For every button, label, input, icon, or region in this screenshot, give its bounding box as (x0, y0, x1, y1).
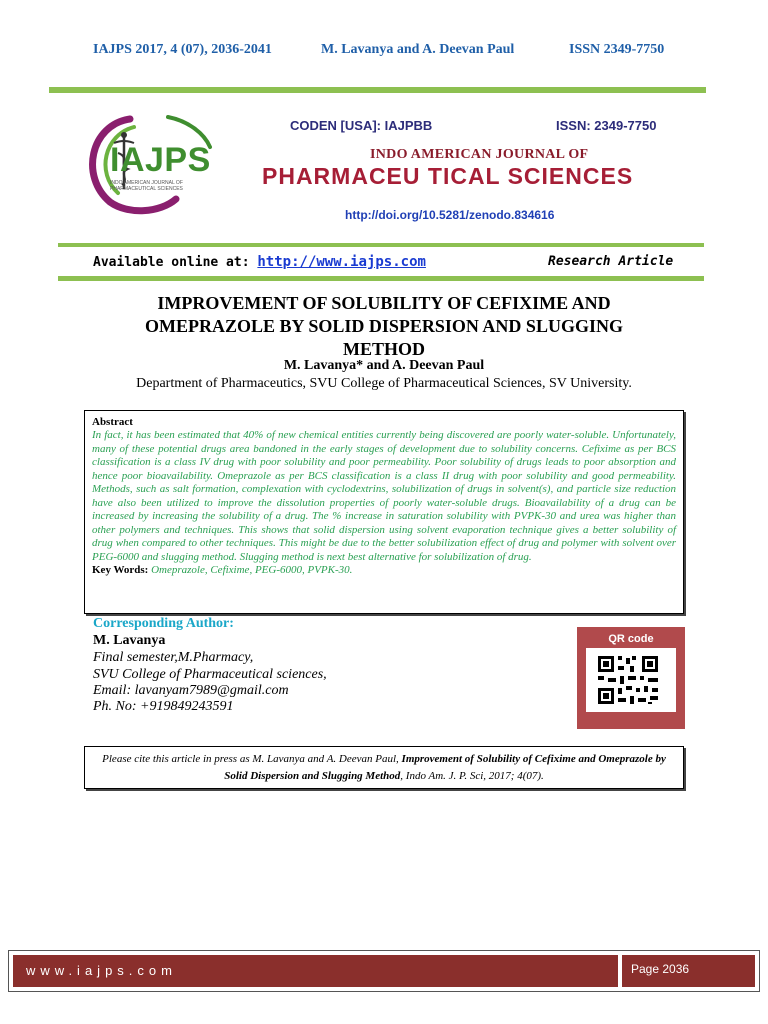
author-institution: SVU College of Pharmaceutical sciences, (93, 667, 327, 682)
running-header-citation: IAJPS 2017, 4 (07), 2036-2041 (93, 42, 272, 57)
running-header-issn: ISSN 2349-7750 (569, 42, 665, 57)
article-title (60, 292, 708, 361)
citation-title: Improvement of Solubility of Cefixime and Omeprazole by Solid Dispersion and Slugging Method (224, 753, 666, 782)
author-position: Final semester,M.Pharmacy, (93, 650, 254, 665)
citation-suffix: , Indo Am. J. P. Sci, 2017; 4(07). (400, 770, 544, 782)
header-divider (49, 87, 706, 93)
qr-code-label: QR code (608, 633, 654, 645)
footer-url[interactable]: www.iajps.com (26, 963, 177, 978)
doi-link[interactable]: http://doi.org/10.5281/zenodo.834616 (345, 208, 555, 222)
logo-text: IAJPS (110, 141, 211, 179)
title-line-1: IMPROVEMENT OF SOLUBILITY OF CEFIXIME AND (157, 293, 611, 313)
author-phone: Ph. No: +919849243591 (93, 699, 234, 714)
masthead-issn: ISSN: 2349-7750 (556, 118, 657, 133)
citation-box (84, 746, 684, 789)
coden: CODEN [USA]: IAJPBB (290, 118, 433, 133)
keywords (92, 564, 676, 577)
article-authors: M. Lavanya* and A. Deevan Paul (283, 358, 485, 373)
logo-subtext: INDO AMERICAN JOURNAL OF PHARMACEUTICAL SCIENCES (110, 180, 183, 192)
corresponding-author-name: M. Lavanya (93, 633, 166, 648)
avail-top-rule (58, 243, 704, 247)
abstract-box (84, 410, 684, 614)
page-number: Page 2036 (631, 962, 690, 976)
journal-name-line2: PHARMACEU TICAL SCIENCES (262, 163, 634, 189)
article-affiliation: Department of Pharmaceutics, SVU College of Pharmaceutical Sciences, SV University. (136, 376, 632, 391)
availability-line (93, 254, 426, 270)
keywords-list: Omeprazole, Cefixime, PEG-6000, PVPK-30. (151, 564, 353, 576)
citation-prefix: Please cite this article in press as M. Lavanya and A. Deevan Paul, (102, 753, 402, 765)
avail-bottom-rule (58, 276, 704, 281)
running-header (0, 42, 768, 62)
corresponding-author-label: Corresponding Author: (93, 616, 234, 631)
abstract-text: In fact, it has been estimated that 40% of new chemical entities currently being discovered are poorly water-soluble. Unfortunately, many of these potential drugs area bandoned in the early stages of development due to solubility concerns. Cefixime as per BCS classification is a class IV drug with poor solubility and poor permeability. Poor solubility of drugs leads to poor absorption and hence poor bioavailability. Omeprazole as per BCS classification is a class II drug with poor solubility and good permeability. Methods, such as salt formation, complexation with cyclodextrins, solubilization of drugs in solvent(s), and particle size reduction have also been utilized to improve the dissolution properties of poorly water-soluble drugs. Bioavailability of a drug can be increased by increasing the solubility of a drug. The % increase in saturation solubility with PVPK-30 and urea was higher than other polymers and techniques. This shows that solid dispersion using solvent evaporation technique gives a better solubility of drug when compared to other techniques. This might be due to the better solubilization effect of drug and polymer with solvent over PEG-6000 and slugging method. Slugging method is next best alternative for solubilization of drug. (92, 429, 676, 563)
journal-website-link[interactable]: http://www.iajps.com (257, 254, 426, 270)
title-line-2: OMEPRAZOLE BY SOLID DISPERSION AND SLUGGING (145, 316, 623, 336)
abstract-label: Abstract (92, 416, 133, 428)
author-email: Email: lavanyam7989@gmail.com (93, 683, 289, 698)
article-type: Research Article (548, 254, 674, 269)
running-header-authors: M. Lavanya and A. Deevan Paul (321, 42, 515, 57)
qr-code-image[interactable] (586, 648, 676, 712)
title-line-3: METHOD (342, 339, 425, 359)
keywords-label: Key Words: (92, 564, 149, 576)
availability-label: Available online at: (93, 255, 250, 270)
journal-name-line1: INDO AMERICAN JOURNAL OF (370, 147, 589, 162)
